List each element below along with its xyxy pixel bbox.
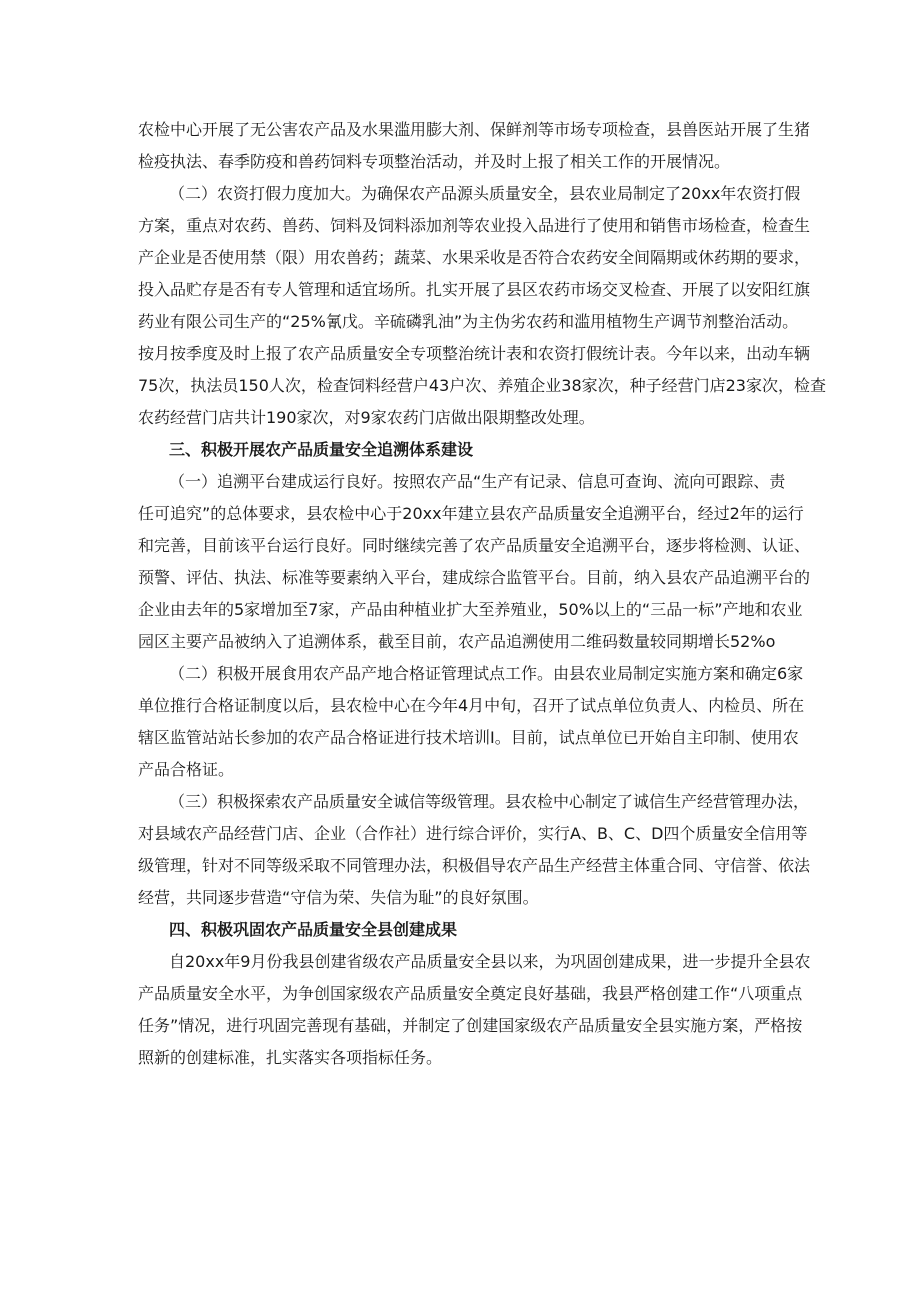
text-line: （三）积极探索农产品质量安全诚信等级管理。县农检中心制定了诚信生产经营管理办法， bbox=[169, 792, 810, 811]
paragraph bbox=[138, 658, 805, 786]
paragraph bbox=[138, 946, 811, 1074]
text-line: 方案，重点对农药、兽药、饲料及饲料添加剂等农业投入品进行了使用和销售市场检查，检查生 bbox=[138, 216, 811, 235]
paragraph bbox=[138, 786, 811, 914]
paragraph bbox=[138, 178, 826, 434]
text-line: 任可追究”的总体要求，县农检中心于20xx年建立县农产品质量安全追溯平台，经过2年的运行 bbox=[138, 504, 804, 523]
text-line: 预警、评估、执法、标准等要素纳入平台，建成综合监管平台。目前，纳入县农产品追溯平台的 bbox=[138, 568, 811, 587]
text-line: （二）农资打假力度加大。为确保农产品源头质量安全，县农业局制定了20xx年农资打假 bbox=[169, 184, 801, 203]
text-line: 级管理，针对不同等级采取不同管理办法，积极倡导农产品生产经营主体重合同、守信誉、依法 bbox=[138, 856, 811, 875]
text-line: 产品质量安全水平，为争创国家级农产品质量安全奠定良好基础，我县严格创建工作“八项重点 bbox=[138, 984, 803, 1003]
text-line: 任务”情况，进行巩固完善现有基础，并制定了创建国家级农产品质量安全县实施方案，严格按 bbox=[138, 1016, 803, 1035]
text-line: 和完善，目前该平台运行良好。同时继续完善了农产品质量安全追溯平台，逐步将检测、认证、 bbox=[138, 536, 811, 555]
text-line: 产品合格证。 bbox=[138, 760, 235, 779]
text-line: 投入品贮存是否有专人管理和适宜场所。扎实开展了县区农药市场交叉检查、开展了以安阳红旗 bbox=[138, 280, 811, 299]
text-line: 辖区监管站站长参加的农产品合格证进行技术培训I。目前，试点单位已开始自主印制、使用农 bbox=[138, 728, 799, 747]
text-line: （二）积极开展食用农产品产地合格证管理试点工作。由县农业局制定实施方案和确定6家 bbox=[169, 664, 804, 683]
text-line: 自20xx年9月份我县创建省级农产品质量安全县以来，为巩固创建成果，进一步提升全县农 bbox=[169, 952, 811, 971]
text-line: 按月按季度及时上报了农产品质量安全专项整治统计表和农资打假统计表。今年以来，出动车辆 bbox=[138, 344, 811, 363]
section-heading: 四、积极巩固农产品质量安全县创建成果 bbox=[169, 920, 458, 939]
text-line: 企业由去年的5家增加至7家，产品由种植业扩大至养殖业，50%以上的“三品一标”产地和农业 bbox=[138, 600, 803, 619]
document-page bbox=[138, 114, 826, 1074]
text-line: 对县域农产品经营门店、企业（合作社）进行综合评价，实行A、B、C、D四个质量安全信用等 bbox=[138, 824, 808, 843]
paragraph bbox=[138, 466, 811, 658]
text-line: 园区主要产品被纳入了追溯体系，截至目前，农产品追溯使用二维码数量较同期增长52%o bbox=[138, 632, 776, 651]
text-line: 检疫执法、春季防疫和兽药饲料专项整治活动，并及时上报了相关工作的开展情况。 bbox=[138, 152, 731, 171]
text-line: 75次，执法员150人次，检查饲料经营户43户次、养殖企业38家次，种子经营门店23家次，检查 bbox=[138, 376, 826, 395]
text-line: 经营，共同逐步营造“守信为荣、失信为耻”的良好氛围。 bbox=[138, 888, 539, 907]
text-line: 单位推行合格证制度以后，县农检中心在今年4月中旬，召开了试点单位负责人、内检员、所在 bbox=[138, 696, 805, 715]
text-line: 农药经营门店共计190家次，对9家农药门店做出限期整改处理。 bbox=[138, 408, 595, 427]
text-line: 药业有限公司生产的“25%氰戊。辛硫磷乳油”为主伪劣农药和滥用植物生产调节剂整治活动。 bbox=[138, 312, 799, 331]
text-line: 照新的创建标准，扎实落实各项指标任务。 bbox=[138, 1048, 443, 1067]
section-heading: 三、积极开展农产品质量安全追溯体系建设 bbox=[169, 440, 474, 459]
text-line: （一）追溯平台建成运行良好。按照农产品“生产有记录、信息可查询、流向可跟踪、责 bbox=[169, 472, 786, 491]
text-line: 农检中心开展了无公害农产品及水果滥用膨大剂、保鲜剂等市场专项检查，县兽医站开展了生猪 bbox=[138, 120, 811, 139]
paragraph bbox=[138, 114, 811, 178]
text-line: 产企业是否使用禁（限）用农兽药；蔬菜、水果采收是否符合农药安全间隔期或休药期的要求， bbox=[138, 248, 811, 267]
